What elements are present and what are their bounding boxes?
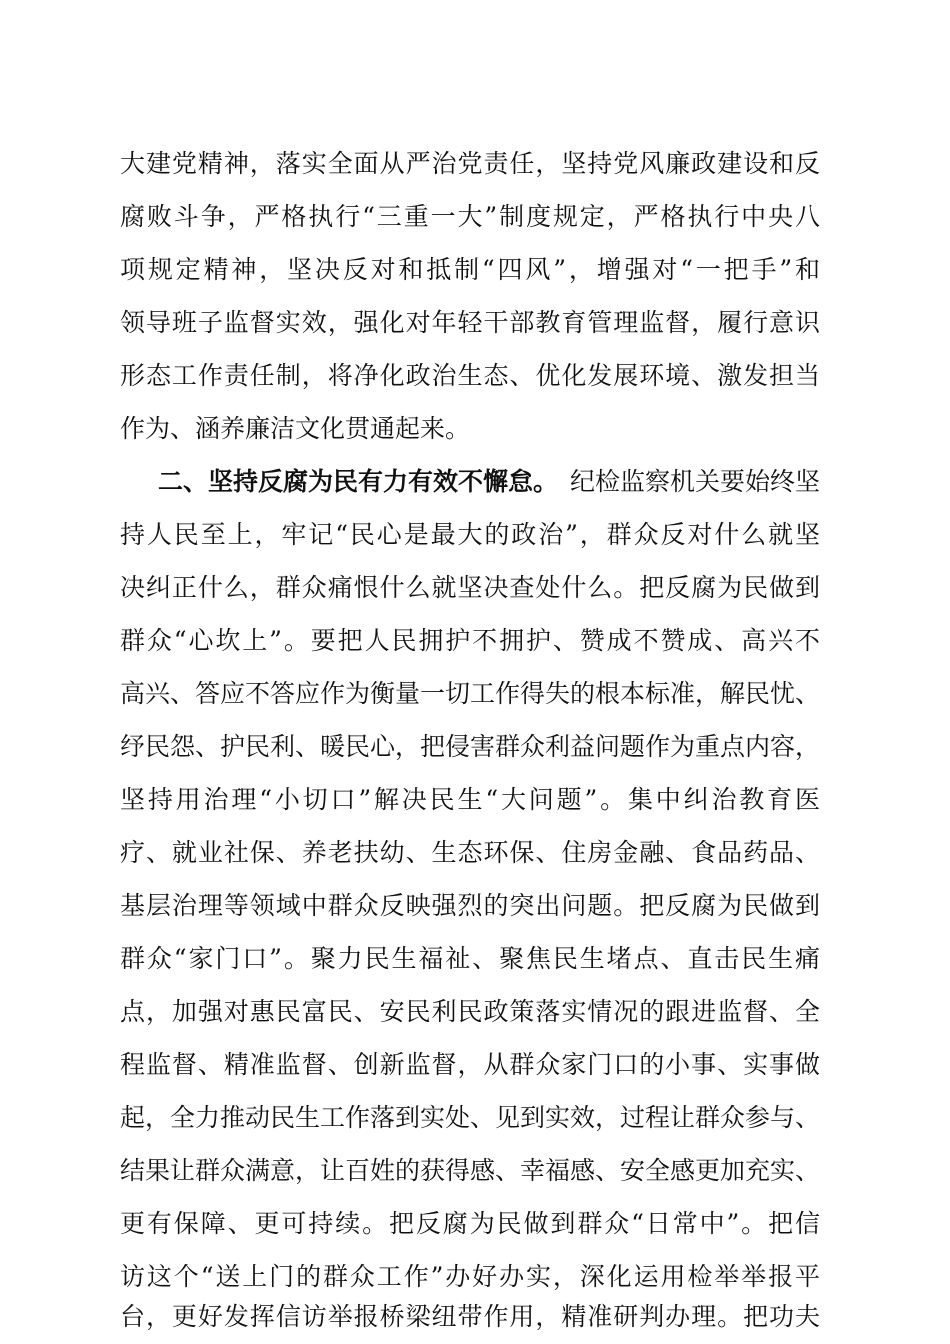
body-text-line: 大建党精神，落实全面从严治党责任，坚持党风廉政建设和反 xyxy=(120,149,820,178)
body-text-line: 作为、涵养廉洁文化贯通起来。 xyxy=(120,414,471,443)
body-text-line: 点，加强对惠民富民、安民利民政策落实情况的跟进监督、全 xyxy=(120,997,820,1026)
body-text-line: 起，全力推动民生工作落到实处、见到实效，过程让群众参与、 xyxy=(120,1103,821,1132)
body-text-line: 台，更好发挥信访举报桥梁纽带作用，精准研判办理。把功夫 xyxy=(120,1302,820,1331)
section-heading: 二、坚持反腐为民有力有效不懈怠。 xyxy=(158,467,559,496)
body-text-line: 纾民怨、护民利、暖民心，把侵害群众利益问题作为重点内容， xyxy=(120,732,821,761)
body-text-line: 项规定精神，坚决反对和抵制“四风”，增强对“一把手”和 xyxy=(120,255,820,284)
body-text-line: 结果让群众满意，让百姓的获得感、幸福感、安全感更加充实、 xyxy=(120,1156,821,1185)
body-text-line: 访这个“送上门的群众工作”办好办实，深化运用检举举报平 xyxy=(120,1262,820,1291)
body-text-line: 腐败斗争，严格执行“三重一大”制度规定，严格执行中央八 xyxy=(120,202,820,231)
section-intro-text: 纪检监察机关要始终坚 xyxy=(569,467,820,496)
body-text-line: 形态工作责任制，将净化政治生态、优化发展环境、激发担当 xyxy=(120,361,820,390)
section-two-first-line xyxy=(158,459,820,505)
body-text-line: 程监督、精准监督、创新监督，从群众家门口的小事、实事做 xyxy=(120,1050,820,1079)
body-text-line: 疗、就业社保、养老扶幼、生态环保、住房金融、食品药品、 xyxy=(120,838,820,867)
body-text-line: 群众“家门口”。聚力民生福祉、聚焦民生堵点、直击民生痛 xyxy=(120,944,820,973)
body-text-line: 决纠正什么，群众痛恨什么就坚决查处什么。把反腐为民做到 xyxy=(120,573,820,602)
body-text-line: 持人民至上，牢记“民心是最大的政治”，群众反对什么就坚 xyxy=(120,520,820,549)
body-text-line: 领导班子监督实效，强化对年轻干部教育管理监督，履行意识 xyxy=(120,308,820,337)
body-text-line: 高兴、答应不答应作为衡量一切工作得失的根本标准，解民忧、 xyxy=(120,679,821,708)
body-text-line: 坚持用治理“小切口”解决民生“大问题”。集中纠治教育医 xyxy=(120,785,820,814)
body-text-line: 群众“心坎上”。要把人民拥护不拥护、赞成不赞成、高兴不 xyxy=(120,626,820,655)
body-text-line: 更有保障、更可持续。把反腐为民做到群众“日常中”。把信 xyxy=(120,1209,820,1238)
body-text-line: 基层治理等领域中群众反映强烈的突出问题。把反腐为民做到 xyxy=(120,891,820,920)
